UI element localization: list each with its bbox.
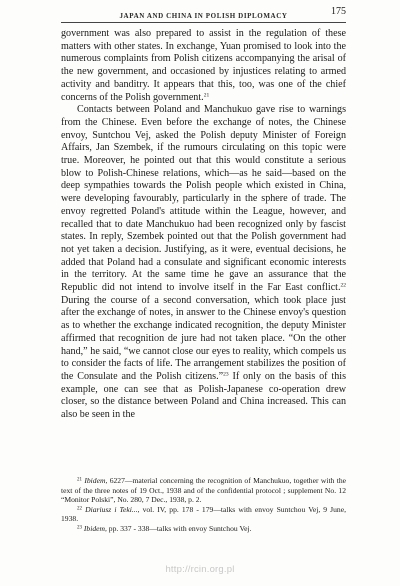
footnote-source: Diariusz i Teki..., [85,504,140,514]
footnote-text: vol. IV, pp. 178 - 179—talks with envoy Suntchou Vej, 9 June, 1938. [61,504,346,524]
paragraph-2 [61,104,346,422]
footnote-ref-22[interactable]: 22 [340,282,346,289]
footnote-number: 21 [77,477,82,483]
paragraph-2-text-c: If only on the basis of this example, one can see that as Polish-Japanese co-operation drew closer, so the distance between Poland and China increased. This can also be seen in the [61,370,346,421]
paragraph-2-text-a: Contacts between Poland and Manchukuo gave rise to warnings from the Chinese. Even before the exchange of notes, the Chinese envoy, Suntchou Vej, asked the Polish deputy Minister of Foreign Affairs, Jan Szembek, if the rumours circulating on this topic were true. Moreover, he pointed out that this would constitute a serious blow to Polish-Chinese relations, which—as he said—based on the deep sympathies towards the Polish people which existed in China, were developing favourably, particularly in the sphere of trade. The envoy regretted Poland's attitude within the League, however, and recalled that to date Manchukuo had been recognized only by fascist states. In reply, Szembek pointed out that the Polish government had not yet taken a decision. Justifying, as it were, eventual decisions, he added that Poland had a consulate and significant economic interests in the territory. At the same time he gave an assurance that the Republic did not intend to involve itself in the Far East conflict. [61,104,346,294]
paragraph-2-text-b: During the course of a second conversation, which took place just after the exchange of notes, in answer to the Chinese envoy's question as to whether the exchange indicated recognition, the deputy Minister affirmed that recognition de jure had not taken place. “On the other hand,” he said, “we cannot close our eyes to reality, which compels us to consider the facts of life. The arrangement stabilizes the position of the Consulate and the Polish citizens.” [61,294,346,382]
running-title: JAPAN AND CHINA IN POLISH DIPLOMACY [119,12,288,20]
footnotes [61,476,346,534]
footnote-22 [61,505,346,524]
watermark: http://rcin.org.pl [165,564,235,575]
paragraph-1-text: government was also prepared to assist in the regulation of these matters with other states. In exchange, Yuan promised to look into the numerous complaints from Polish citizens accompanying the arisal of the new government, and occasioned by injustices relating to armed activity and banditry. It appears that this, too, was one of the chief concerns of the Polish government. [61,28,346,103]
footnote-number: 23 [77,525,82,531]
footnote-23 [61,524,346,534]
page-number: 175 [331,6,346,17]
body-text [61,28,346,422]
paragraph-1 [61,28,346,104]
footnote-text: pp. 337 - 338—talks with envoy Suntchou Vej. [106,523,252,533]
footnote-text: 6227—material concerning the recognition of Manchukuo, together with the text of the three notes of 19 Oct., 1938 and of the confidential protocol ; supplement No. 12 “Monitor Polski”, No. 280, 7 Dec., 1938, p. 2. [61,476,346,505]
footnote-21 [61,476,346,505]
header-rule [61,22,346,23]
footnote-ref-23[interactable]: 23 [223,371,229,378]
footnote-source: Ibidem, [84,476,108,485]
footnote-source: Ibidem, [83,523,107,533]
footnote-number: 22 [77,506,82,512]
running-header [61,4,346,20]
footnote-ref-21[interactable]: 21 [203,92,210,99]
